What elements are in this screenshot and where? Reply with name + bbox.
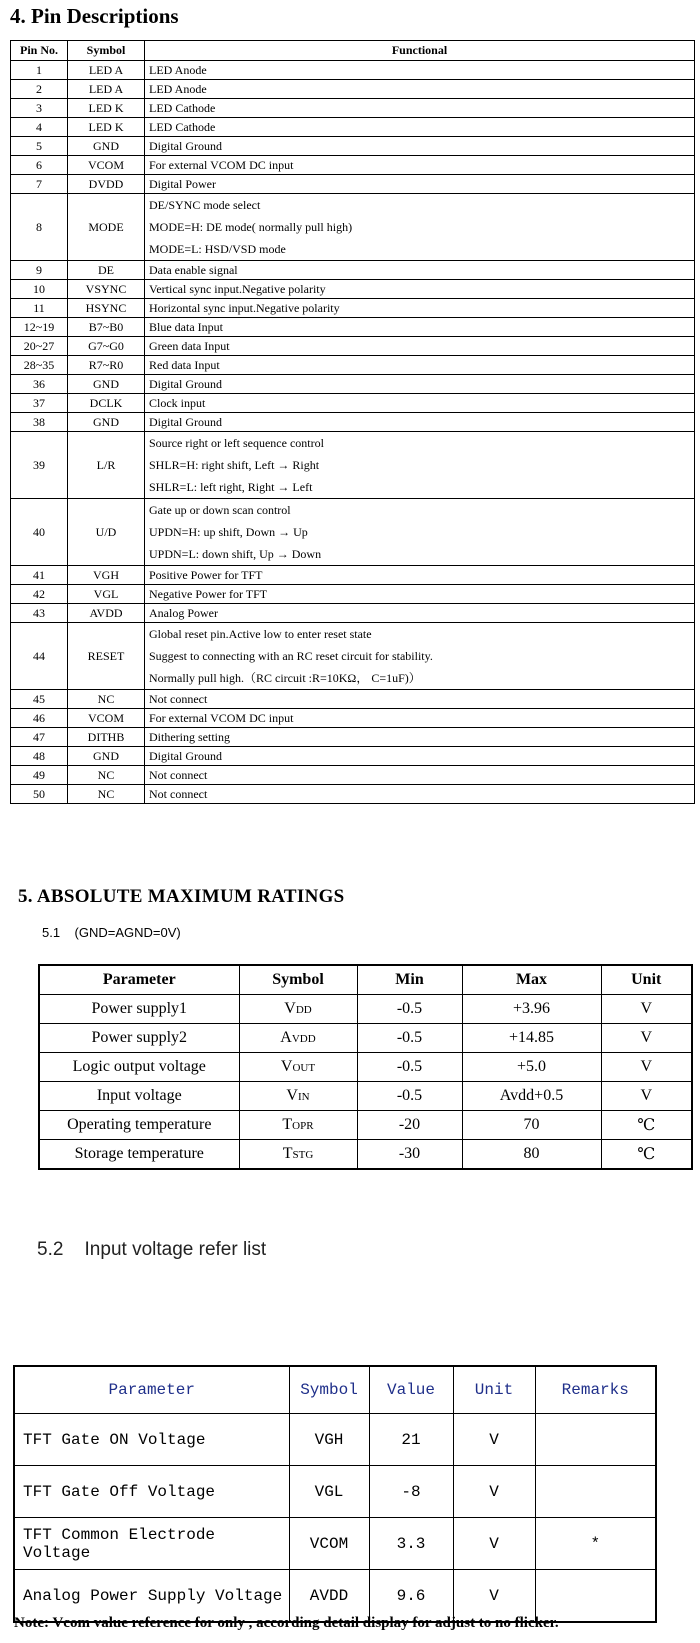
pin-function-cell bbox=[145, 156, 695, 175]
function-line: For external VCOM DC input bbox=[149, 157, 294, 172]
header-unit: Unit bbox=[601, 965, 692, 995]
parameter-cell: Power supply2 bbox=[39, 1024, 239, 1053]
header-remarks: Remarks bbox=[535, 1366, 656, 1414]
function-line: Clock input bbox=[149, 395, 206, 410]
function-line: UPDN=H: up shift, Down → Up bbox=[149, 525, 308, 539]
parameter-cell: Input voltage bbox=[39, 1082, 239, 1111]
pin-number-cell: 41 bbox=[11, 566, 68, 585]
table-row bbox=[11, 623, 695, 690]
unit-cell: V bbox=[453, 1518, 535, 1570]
function-line: LED Cathode bbox=[149, 100, 216, 115]
symbol-cell: Avdd bbox=[239, 1024, 357, 1053]
pin-number-cell: 46 bbox=[11, 709, 68, 728]
pin-symbol-cell: DVDD bbox=[68, 175, 145, 194]
symbol-cell: VGL bbox=[289, 1466, 369, 1518]
table-row bbox=[11, 690, 695, 709]
pin-number-cell: 43 bbox=[11, 604, 68, 623]
symbol-cell: VGH bbox=[289, 1414, 369, 1466]
pin-function-cell bbox=[145, 356, 695, 375]
pin-number-cell: 3 bbox=[11, 99, 68, 118]
pin-function-cell bbox=[145, 280, 695, 299]
max-cell: Avdd+0.5 bbox=[462, 1082, 601, 1111]
table-header-row bbox=[39, 965, 692, 995]
unit-cell: V bbox=[453, 1414, 535, 1466]
header-parameter: Parameter bbox=[39, 965, 239, 995]
absolute-max-table bbox=[38, 964, 693, 1170]
pin-symbol-cell: GND bbox=[68, 747, 145, 766]
pin-number-cell: 37 bbox=[11, 394, 68, 413]
pin-function-cell bbox=[145, 61, 695, 80]
pin-number-cell: 42 bbox=[11, 585, 68, 604]
table-row bbox=[39, 995, 692, 1024]
pin-symbol-cell: HSYNC bbox=[68, 299, 145, 318]
pin-function-cell bbox=[145, 137, 695, 156]
unit-cell: ℃ bbox=[601, 1140, 692, 1170]
function-line: Source right or left sequence control bbox=[149, 436, 324, 450]
header-max: Max bbox=[462, 965, 601, 995]
pin-symbol-cell: LED A bbox=[68, 61, 145, 80]
table-row bbox=[11, 585, 695, 604]
pin-function-cell bbox=[145, 299, 695, 318]
pin-description-table bbox=[10, 40, 695, 804]
function-line: Positive Power for TFT bbox=[149, 567, 263, 582]
function-line: Dithering setting bbox=[149, 729, 230, 744]
table-row bbox=[11, 709, 695, 728]
pin-symbol-cell: U/D bbox=[68, 499, 145, 566]
pin-number-cell: 48 bbox=[11, 747, 68, 766]
pin-function-cell bbox=[145, 623, 695, 690]
table-row bbox=[14, 1466, 656, 1518]
symbol-cell: VCOM bbox=[289, 1518, 369, 1570]
pin-number-cell: 8 bbox=[11, 194, 68, 261]
min-cell: -0.5 bbox=[357, 1082, 462, 1111]
min-cell: -20 bbox=[357, 1111, 462, 1140]
pin-number-cell: 6 bbox=[11, 156, 68, 175]
pin-function-cell bbox=[145, 747, 695, 766]
function-line: Vertical sync input.Negative polarity bbox=[149, 281, 326, 296]
pin-symbol-cell: VGH bbox=[68, 566, 145, 585]
min-cell: -0.5 bbox=[357, 995, 462, 1024]
pin-number-cell: 4 bbox=[11, 118, 68, 137]
table-row bbox=[39, 1053, 692, 1082]
unit-cell: V bbox=[601, 1024, 692, 1053]
function-line: MODE=L: HSD/VSD mode bbox=[149, 242, 286, 256]
header-symbol: Symbol bbox=[68, 41, 145, 61]
table-row bbox=[11, 604, 695, 623]
unit-cell: ℃ bbox=[601, 1111, 692, 1140]
max-cell: +14.85 bbox=[462, 1024, 601, 1053]
max-cell: +3.96 bbox=[462, 995, 601, 1024]
table-row bbox=[11, 499, 695, 566]
header-min: Min bbox=[357, 965, 462, 995]
table-row bbox=[11, 194, 695, 261]
pin-symbol-cell: DE bbox=[68, 261, 145, 280]
function-line: Suggest to connecting with an RC reset circuit for stability. bbox=[149, 649, 433, 663]
pin-symbol-cell: AVDD bbox=[68, 604, 145, 623]
symbol-cell: Tstg bbox=[239, 1140, 357, 1170]
table-row bbox=[11, 80, 695, 99]
function-line: MODE=H: DE mode( normally pull high) bbox=[149, 220, 353, 234]
symbol-cell: Vin bbox=[239, 1082, 357, 1111]
table-row bbox=[11, 747, 695, 766]
unit-cell: V bbox=[601, 1082, 692, 1111]
pin-function-cell bbox=[145, 337, 695, 356]
pin-symbol-cell: GND bbox=[68, 375, 145, 394]
function-line: Horizontal sync input.Negative polarity bbox=[149, 300, 340, 315]
table-row bbox=[11, 413, 695, 432]
pin-number-cell: 1 bbox=[11, 61, 68, 80]
function-line: For external VCOM DC input bbox=[149, 710, 294, 725]
table-row bbox=[11, 394, 695, 413]
function-line: Data enable signal bbox=[149, 262, 238, 277]
function-line: LED Cathode bbox=[149, 119, 216, 134]
table-row bbox=[11, 137, 695, 156]
subsection-5-1: 5.1 (GND=AGND=0V) bbox=[42, 925, 181, 940]
input-voltage-table bbox=[13, 1365, 657, 1623]
table-row bbox=[11, 432, 695, 499]
pin-symbol-cell: G7~G0 bbox=[68, 337, 145, 356]
table-row bbox=[11, 318, 695, 337]
function-line: SHLR=L: left right, Right → Left bbox=[149, 480, 313, 494]
pin-function-cell bbox=[145, 585, 695, 604]
parameter-cell: Operating temperature bbox=[39, 1111, 239, 1140]
function-line: Red data Input bbox=[149, 357, 220, 372]
function-line: Digital Ground bbox=[149, 376, 222, 391]
pin-number-cell: 11 bbox=[11, 299, 68, 318]
table-row bbox=[11, 785, 695, 804]
pin-function-cell bbox=[145, 118, 695, 137]
pin-symbol-cell: LED A bbox=[68, 80, 145, 99]
pin-number-cell: 5 bbox=[11, 137, 68, 156]
table-row bbox=[11, 61, 695, 80]
function-line: SHLR=H: right shift, Left → Right bbox=[149, 458, 320, 472]
function-line: UPDN=L: down shift, Up → Down bbox=[149, 547, 322, 561]
value-cell: 9.6 bbox=[369, 1570, 453, 1623]
function-line: LED Anode bbox=[149, 81, 207, 96]
pin-symbol-cell: VCOM bbox=[68, 709, 145, 728]
function-line: Digital Ground bbox=[149, 748, 222, 763]
symbol-cell: Topr bbox=[239, 1111, 357, 1140]
max-cell: 80 bbox=[462, 1140, 601, 1170]
pin-function-cell bbox=[145, 80, 695, 99]
function-line: Green data Input bbox=[149, 338, 230, 353]
unit-cell: V bbox=[601, 1053, 692, 1082]
table-row bbox=[11, 299, 695, 318]
pin-symbol-cell: GND bbox=[68, 137, 145, 156]
table-row bbox=[11, 175, 695, 194]
symbol-cell: AVDD bbox=[289, 1570, 369, 1623]
pin-function-cell bbox=[145, 99, 695, 118]
pin-number-cell: 12~19 bbox=[11, 318, 68, 337]
header-parameter: Parameter bbox=[14, 1366, 289, 1414]
table-row bbox=[39, 1140, 692, 1170]
pin-symbol-cell: LED K bbox=[68, 99, 145, 118]
pin-number-cell: 7 bbox=[11, 175, 68, 194]
pin-number-cell: 2 bbox=[11, 80, 68, 99]
remarks-cell bbox=[535, 1466, 656, 1518]
pin-number-cell: 38 bbox=[11, 413, 68, 432]
pin-number-cell: 36 bbox=[11, 375, 68, 394]
pin-symbol-cell: NC bbox=[68, 766, 145, 785]
header-value: Value bbox=[369, 1366, 453, 1414]
max-cell: 70 bbox=[462, 1111, 601, 1140]
table-row bbox=[11, 261, 695, 280]
pin-function-cell bbox=[145, 194, 695, 261]
pin-function-cell bbox=[145, 766, 695, 785]
pin-symbol-cell: LED K bbox=[68, 118, 145, 137]
table-row bbox=[39, 1024, 692, 1053]
table-row bbox=[11, 566, 695, 585]
unit-cell: V bbox=[453, 1570, 535, 1623]
parameter-cell: TFT Common Electrode Voltage bbox=[14, 1518, 289, 1570]
pin-number-cell: 20~27 bbox=[11, 337, 68, 356]
pin-function-cell bbox=[145, 261, 695, 280]
min-cell: -30 bbox=[357, 1140, 462, 1170]
pin-symbol-cell: GND bbox=[68, 413, 145, 432]
pin-function-cell bbox=[145, 709, 695, 728]
table-row bbox=[14, 1518, 656, 1570]
parameter-cell: Logic output voltage bbox=[39, 1053, 239, 1082]
pin-function-cell bbox=[145, 432, 695, 499]
function-line: Negative Power for TFT bbox=[149, 586, 268, 601]
header-pin-no: Pin No. bbox=[11, 41, 68, 61]
function-line: Analog Power bbox=[149, 605, 218, 620]
parameter-cell: TFT Gate ON Voltage bbox=[14, 1414, 289, 1466]
pin-symbol-cell: DITHB bbox=[68, 728, 145, 747]
table-row bbox=[39, 1111, 692, 1140]
subsection-5-2: 5.2 Input voltage refer list bbox=[37, 1239, 267, 1260]
pin-symbol-cell: VGL bbox=[68, 585, 145, 604]
table-row bbox=[11, 118, 695, 137]
table-row bbox=[11, 375, 695, 394]
table-header-row bbox=[11, 41, 695, 61]
header-functional: Functional bbox=[145, 41, 695, 61]
pin-number-cell: 47 bbox=[11, 728, 68, 747]
symbol-cell: Vdd bbox=[239, 995, 357, 1024]
table-row bbox=[11, 99, 695, 118]
function-line: Not connect bbox=[149, 691, 208, 706]
table-row bbox=[11, 337, 695, 356]
pin-number-cell: 9 bbox=[11, 261, 68, 280]
table-row bbox=[11, 728, 695, 747]
parameter-cell: Analog Power Supply Voltage bbox=[14, 1570, 289, 1623]
header-unit: Unit bbox=[453, 1366, 535, 1414]
function-line: Normally pull high.（RC circuit :R=10KΩ， C=1uF)） bbox=[149, 671, 421, 685]
pin-symbol-cell: L/R bbox=[68, 432, 145, 499]
function-line: Digital Power bbox=[149, 176, 216, 191]
table-row bbox=[39, 1082, 692, 1111]
value-cell: -8 bbox=[369, 1466, 453, 1518]
parameter-cell: TFT Gate Off Voltage bbox=[14, 1466, 289, 1518]
function-line: Gate up or down scan control bbox=[149, 503, 291, 517]
pin-function-cell bbox=[145, 499, 695, 566]
parameter-cell: Power supply1 bbox=[39, 995, 239, 1024]
min-cell: -0.5 bbox=[357, 1053, 462, 1082]
pin-symbol-cell: R7~R0 bbox=[68, 356, 145, 375]
value-cell: 21 bbox=[369, 1414, 453, 1466]
pin-number-cell: 44 bbox=[11, 623, 68, 690]
pin-function-cell bbox=[145, 566, 695, 585]
pin-number-cell: 50 bbox=[11, 785, 68, 804]
remarks-cell: * bbox=[535, 1518, 656, 1570]
function-line: Digital Ground bbox=[149, 414, 222, 429]
pin-number-cell: 40 bbox=[11, 499, 68, 566]
function-line: Digital Ground bbox=[149, 138, 222, 153]
pin-symbol-cell: VCOM bbox=[68, 156, 145, 175]
unit-cell: V bbox=[453, 1466, 535, 1518]
pin-symbol-cell: VSYNC bbox=[68, 280, 145, 299]
section-4-title: 4. Pin Descriptions bbox=[10, 4, 179, 28]
pin-function-cell bbox=[145, 728, 695, 747]
remarks-cell bbox=[535, 1414, 656, 1466]
pin-number-cell: 10 bbox=[11, 280, 68, 299]
pin-function-cell bbox=[145, 604, 695, 623]
pin-function-cell bbox=[145, 318, 695, 337]
pin-function-cell bbox=[145, 785, 695, 804]
function-line: Not connect bbox=[149, 767, 208, 782]
pin-number-cell: 45 bbox=[11, 690, 68, 709]
function-line: DE/SYNC mode select bbox=[149, 198, 261, 212]
vcom-note: Note: Vcom value reference for only , according detail display for adjust to no flicker. bbox=[14, 1615, 559, 1631]
pin-number-cell: 49 bbox=[11, 766, 68, 785]
unit-cell: V bbox=[601, 995, 692, 1024]
pin-function-cell bbox=[145, 394, 695, 413]
pin-function-cell bbox=[145, 175, 695, 194]
header-symbol: Symbol bbox=[289, 1366, 369, 1414]
parameter-cell: Storage temperature bbox=[39, 1140, 239, 1170]
pin-number-cell: 39 bbox=[11, 432, 68, 499]
pin-symbol-cell: MODE bbox=[68, 194, 145, 261]
value-cell: 3.3 bbox=[369, 1518, 453, 1570]
function-line: Blue data Input bbox=[149, 319, 223, 334]
section-5-title: 5. ABSOLUTE MAXIMUM RATINGS bbox=[18, 886, 345, 907]
pin-symbol-cell: RESET bbox=[68, 623, 145, 690]
table-row bbox=[11, 280, 695, 299]
pin-number-cell: 28~35 bbox=[11, 356, 68, 375]
table-row bbox=[11, 356, 695, 375]
max-cell: +5.0 bbox=[462, 1053, 601, 1082]
header-symbol: Symbol bbox=[239, 965, 357, 995]
table-row bbox=[14, 1414, 656, 1466]
pin-symbol-cell: DCLK bbox=[68, 394, 145, 413]
function-line: Not connect bbox=[149, 786, 208, 801]
pin-symbol-cell: NC bbox=[68, 690, 145, 709]
pin-function-cell bbox=[145, 413, 695, 432]
pin-function-cell bbox=[145, 690, 695, 709]
min-cell: -0.5 bbox=[357, 1024, 462, 1053]
function-line: Global reset pin.Active low to enter reset state bbox=[149, 627, 372, 641]
table-row bbox=[11, 766, 695, 785]
symbol-cell: Vout bbox=[239, 1053, 357, 1082]
table-header-row bbox=[14, 1366, 656, 1414]
pin-symbol-cell: B7~B0 bbox=[68, 318, 145, 337]
pin-symbol-cell: NC bbox=[68, 785, 145, 804]
table-row bbox=[11, 156, 695, 175]
pin-function-cell bbox=[145, 375, 695, 394]
function-line: LED Anode bbox=[149, 62, 207, 77]
